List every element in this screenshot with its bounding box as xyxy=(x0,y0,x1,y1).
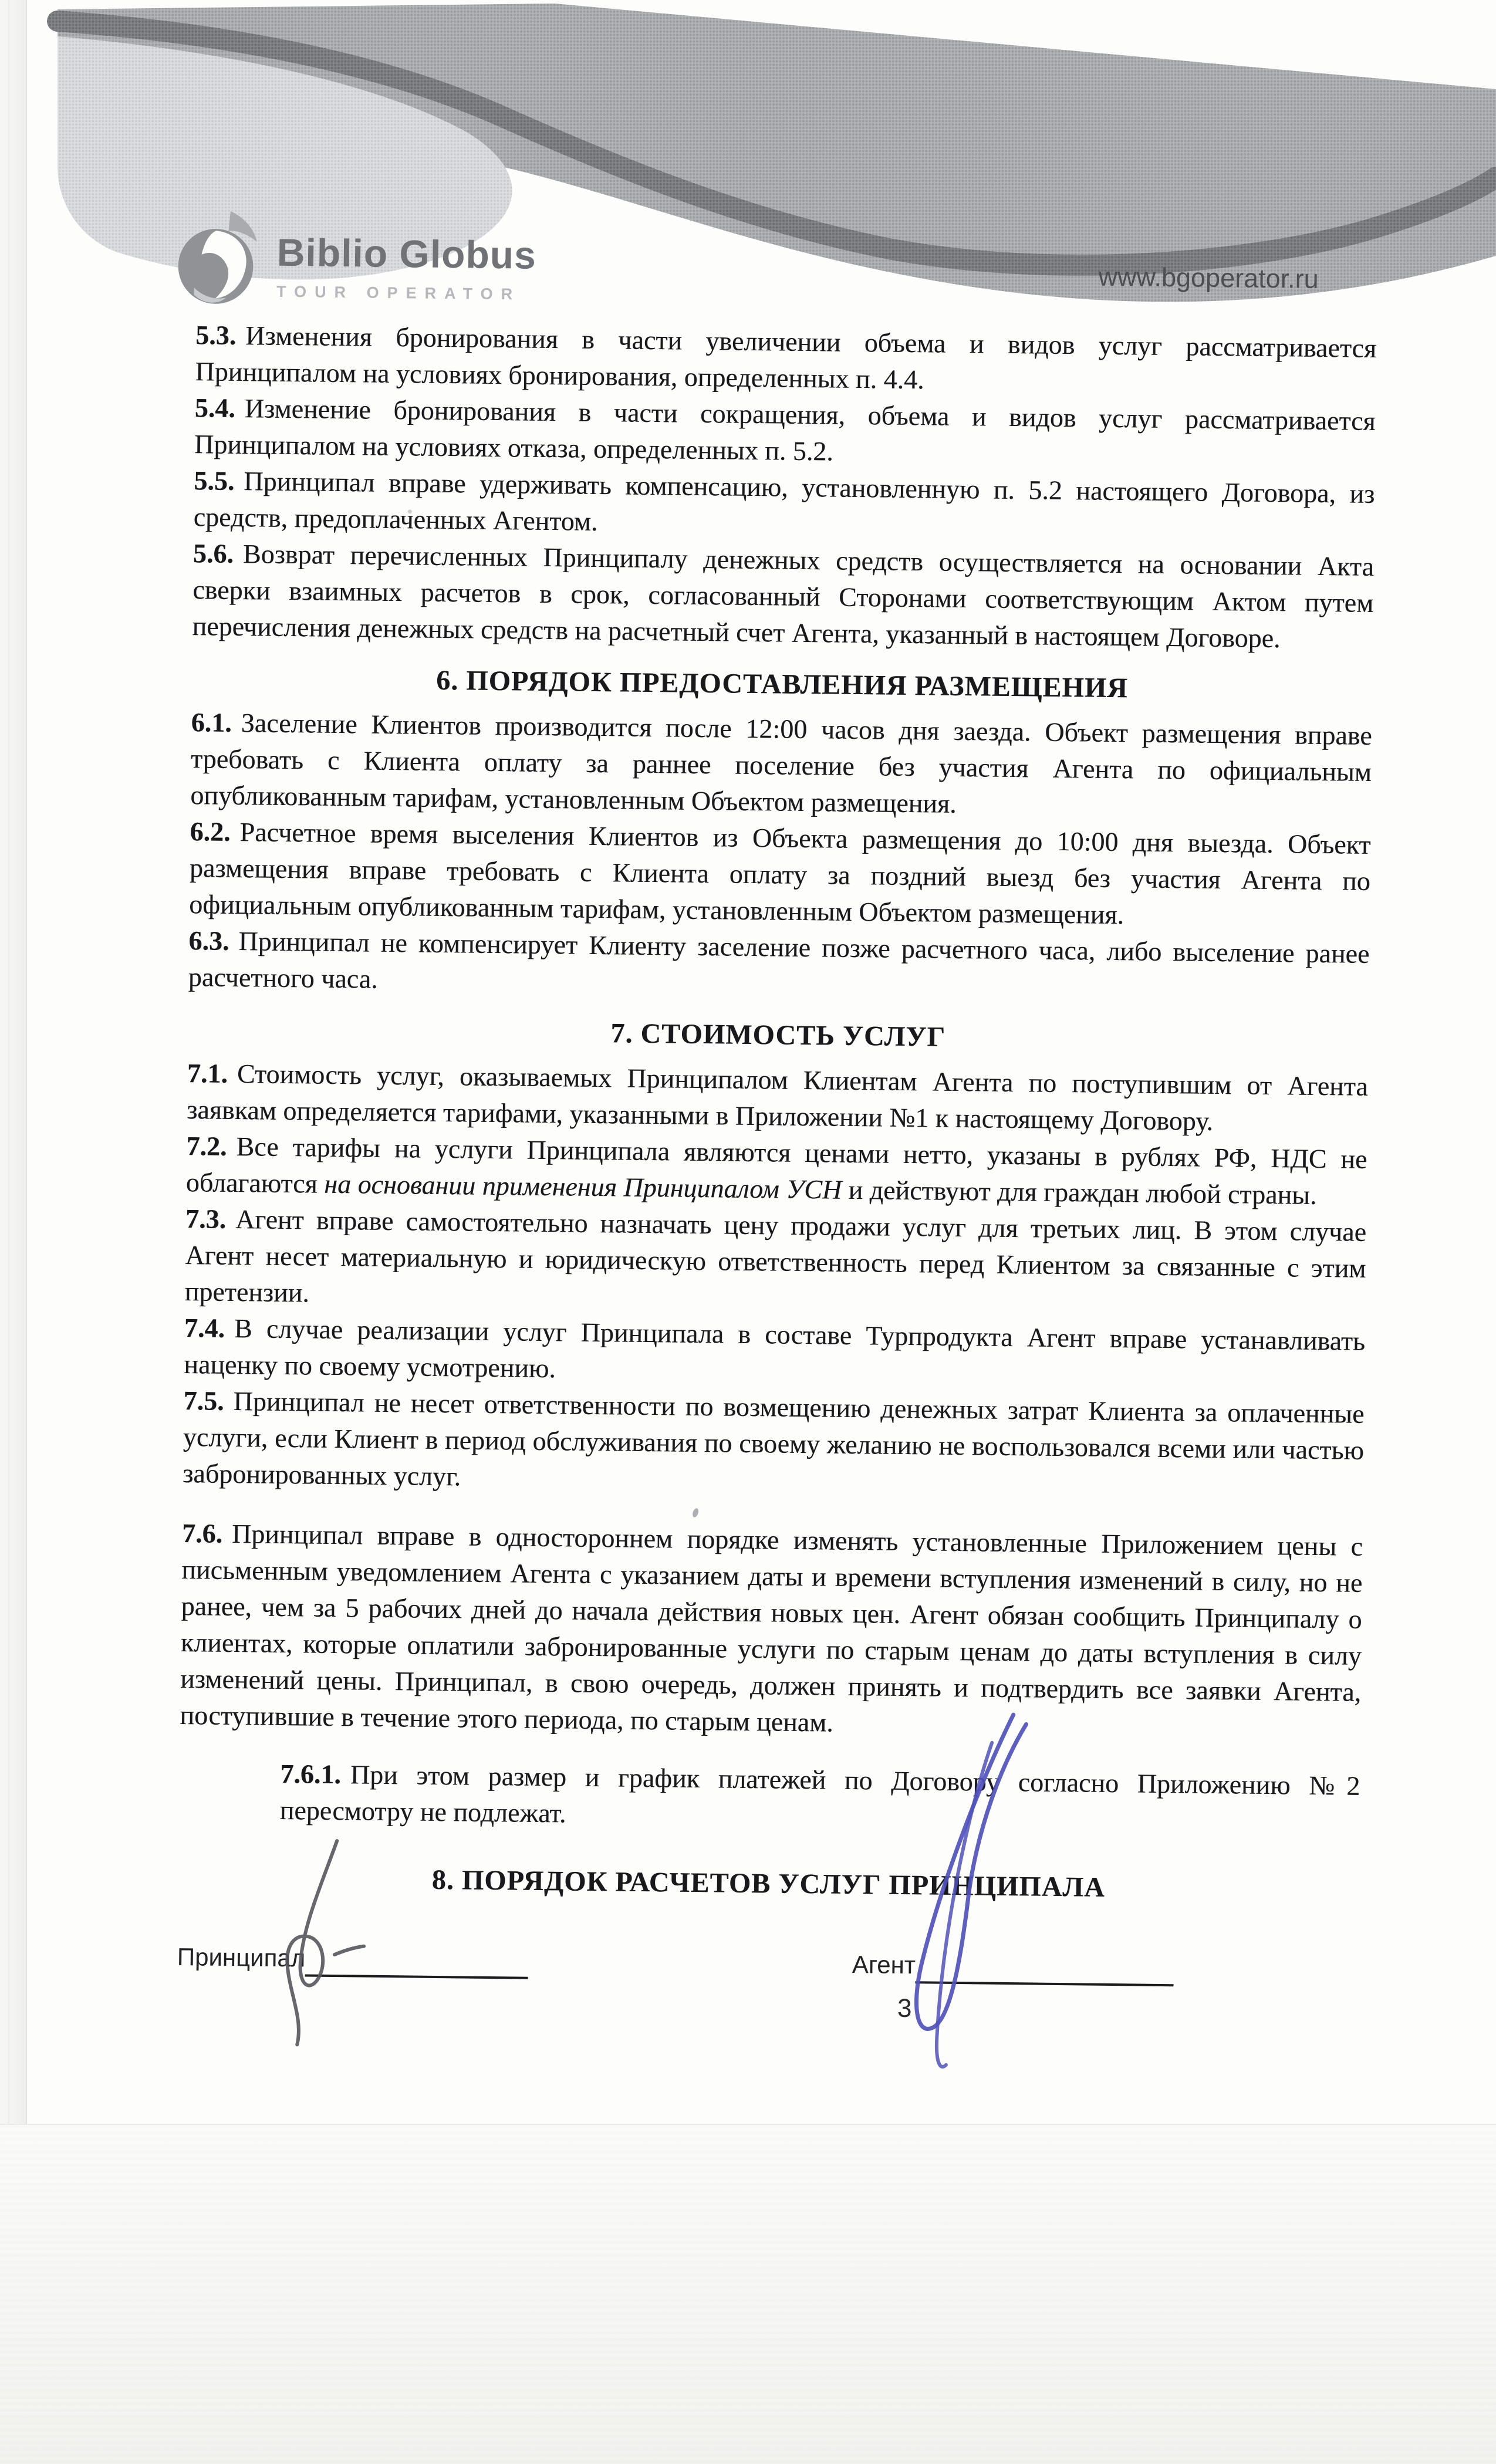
section-7-heading: 7. СТОИМОСТЬ УСЛУГ xyxy=(610,1018,946,1053)
clause-number: 7.5. xyxy=(183,1385,224,1416)
principal-signature-block xyxy=(177,1939,529,1979)
logo xyxy=(174,209,537,317)
brand-name: Biblio Globus xyxy=(276,230,537,277)
clause-number: 5.6. xyxy=(193,538,234,569)
clause-text: Принципал вправе в одностороннем порядке изменять установленные Приложением цены с письменным уведомлением Агента с указанием даты и времени вступления изменений в силу, но не ранее, чем за 5 рабочих дней до начала действия новых цен. Агент обязан сообщить Принципалу о клиентах, которые оплатили забронированные услуги по старым ценам до даты вступления в силу изменений цены. Принципал, в свою очередь, должен принять и подтвердить все заявки Агента, поступившие в течение этого периода, по старым ценам. xyxy=(180,1518,1363,1738)
agent-signature-block xyxy=(852,1946,1174,1986)
clause-text: Заселение Клиентов производится после 12:00 часов дня заезда. Объект размещения вправе требовать с Клиента оплату за раннее поселение без участия Агента по официальным опубликованным тарифам, установленным Объектом размещения. xyxy=(190,708,1372,819)
section-8-heading: 8. ПОРЯДОК РАСЧЕТОВ УСЛУГ ПРИНЦИПАЛА xyxy=(431,1864,1106,1903)
clause-text: Принципал не несет ответственности по возмещению денежных затрат Клиента за оплаченные услуги, если Клиент в период обслуживания по своему желанию не воспользовался всеми или частью забронированных услуг. xyxy=(182,1386,1365,1492)
clause-text: В случае реализации услуг Принципала в составе Турпродукта Агент вправе устанавливать наценку по своему усмотрению. xyxy=(184,1313,1366,1384)
principal-label: Принципал xyxy=(177,1942,306,1972)
clause-text: Принципал вправе удерживать компенсацию, установленную п. 5.2 настоящего Договора, из средств, предоплаченных Агентом. xyxy=(193,466,1375,536)
clause-7-5 xyxy=(183,1383,1365,1505)
clause-number: 5.3. xyxy=(195,320,237,350)
clause-text: Все тарифы на услуги Принципала являются ценами нетто, указаны в рублях РФ, НДС не облагаются xyxy=(185,1131,1367,1199)
scan-bottom-shading xyxy=(0,2124,1496,2464)
clause-text: Возврат перечисленных Принципалу денежных средств осуществляется на основании Акта сверки взаимных расчетов в срок, согласованный Сторонами соответствующим Актом путем перечисления денежных средств на расчетный счет Агента, указанный в настоящем Договоре. xyxy=(192,539,1375,654)
clause-number: 7.3. xyxy=(185,1204,227,1234)
scan-speck xyxy=(408,509,412,513)
brand-tagline: TOUR OPERATOR xyxy=(276,282,521,303)
clause-number: 6.3. xyxy=(188,925,229,956)
biblio-globus-logo-icon xyxy=(174,209,265,315)
clause-text: и действуют для граждан любой страны. xyxy=(841,1174,1317,1210)
clause-6-3 xyxy=(188,922,1370,1009)
clause-5-4 xyxy=(194,390,1376,476)
section-6-heading: 6. ПОРЯДОК ПРЕДОСТАВЛЕНИЯ РАЗМЕЩЕНИЯ xyxy=(435,664,1129,704)
clause-number: 7.4. xyxy=(184,1313,225,1343)
clause-number: 7.6.1. xyxy=(280,1758,342,1790)
clause-7-6-1 xyxy=(279,1756,1360,1841)
clause-7-6 xyxy=(180,1515,1363,1747)
clause-text: Агент вправе самостоятельно назначать цену продажи услуг для третьих лиц. В этом случае Агент несет материальную и юридическую ответственность перед Клиентом за связанные с этим претензии. xyxy=(184,1204,1367,1308)
agent-label: Агент xyxy=(852,1951,916,1979)
clause-7-3 xyxy=(184,1201,1366,1323)
principal-signature-line xyxy=(305,1947,529,1979)
agent-signature-line xyxy=(916,1954,1174,1986)
brand-website: www.bgoperator.ru xyxy=(1098,261,1319,294)
clause-text: При этом размер и график платежей по Договору согласно Приложению №2 пересмотру не подлежат. xyxy=(279,1759,1360,1828)
clause-number: 5.4. xyxy=(194,393,236,423)
clause-text: Изменения бронирования в части увеличении объема и видов услуг рассматривается Принципалом на условиях бронирования, определенных п. 4.4. xyxy=(195,320,1377,395)
clause-text: Принципал не компенсирует Клиенту заселение позже расчетного часа, либо выселение ранее расчетного часа. xyxy=(188,926,1370,994)
signature-row xyxy=(177,1928,1358,2023)
page-number: 3 xyxy=(897,1993,912,2023)
clause-number: 7.1. xyxy=(187,1058,228,1089)
clause-6-2 xyxy=(189,813,1371,936)
clause-7-4 xyxy=(184,1310,1365,1396)
clause-number: 7.6. xyxy=(181,1518,223,1549)
contract-body xyxy=(177,317,1377,2023)
clause-7-2 xyxy=(186,1128,1367,1214)
clause-7-1 xyxy=(187,1055,1368,1141)
clause-5-6 xyxy=(192,535,1374,658)
clause-6-1 xyxy=(190,704,1372,827)
clause-number: 6.1. xyxy=(191,707,232,738)
clause-text: Стоимость услуг, оказываемых Принципалом Клиентам Агента по поступившим от Агента заявкам определяется тарифами, указанными в Приложении №1 к настоящему Договору. xyxy=(187,1059,1369,1136)
clause-text-italic: на основании применения Принципалом УСН xyxy=(324,1168,842,1205)
clause-5-3 xyxy=(195,317,1376,403)
clause-number: 5.5. xyxy=(194,465,235,496)
clause-text: Изменение бронирования в части сокращения, объема и видов услуг рассматривается Принципалом на условиях отказа, определенных п. 5.2. xyxy=(194,393,1376,467)
clause-text: Расчетное время выселения Клиентов из Объекта размещения до 10:00 дня выезда. Объект размещения вправе требовать с Клиента оплату за поздний выезд без участия Агента по официальным опубликованным тарифам, установленным Объектом размещения. xyxy=(188,817,1371,930)
clause-number: 7.2. xyxy=(186,1131,227,1161)
clause-5-5 xyxy=(193,462,1375,549)
clause-number: 6.2. xyxy=(190,816,231,847)
